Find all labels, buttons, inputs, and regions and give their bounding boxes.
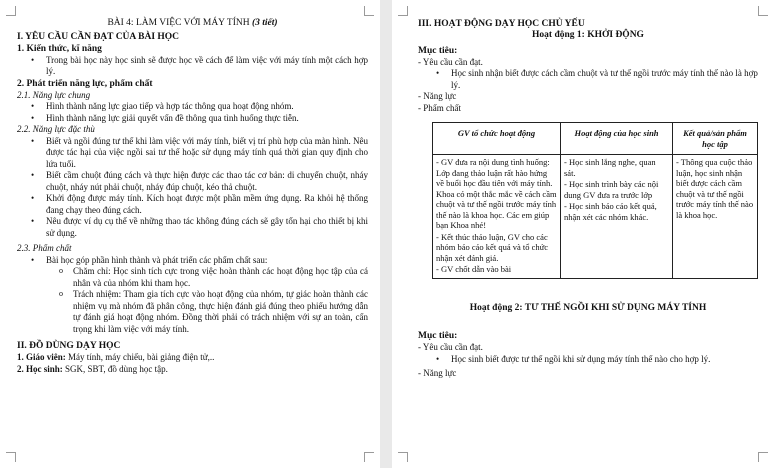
competence-line: - Năng lực (418, 368, 457, 378)
page-corner-mark (758, 6, 768, 16)
bullet-item: • Trong bài học này học sinh sẽ được học về cách để làm việc với máy tính một cách hợp lý. (29, 55, 368, 78)
cell-line: - Thông qua cuộc thảo luận, học sinh nhận biết được cách cầm chuột và tư thế ngồi trước máy tính thế nào là khoa học. (676, 157, 754, 220)
competence-line: - Năng lực (418, 91, 457, 101)
bullet-item: • Khởi động được máy tính. Kích hoạt được một phần mềm ứng dụng. Ra khỏi hệ thống đang chạy theo đúng cách. (29, 193, 368, 216)
bullet-item: • Nêu được ví dụ cụ thể về những thao tác không đúng cách sẽ gây tổn hại cho thiết bị khi sử dụng. (29, 216, 368, 239)
cell-line: - Học sinh báo cáo kết quả, nhận xét các nhóm khác. (564, 201, 657, 222)
teacher-materials (17, 352, 368, 364)
bullet-item: • Hình thành năng lực giao tiếp và hợp tác thông qua hoạt động nhóm. (29, 101, 368, 113)
bullet-item: • Học sinh biết được tư thế ngồi khi sử dụng máy tính thế nào cho hợp lý. (434, 354, 758, 366)
table-cell-teacher (433, 155, 561, 279)
activity-2-title: Hoạt động 2: TƯ THẾ NGỒI KHI SỬ DỤNG MÁY TÍNH (469, 302, 707, 313)
requirement-line: - Yêu cầu cần đạt. (418, 56, 483, 67)
lesson-title-sub: (3 tiết) (251, 18, 278, 28)
page-corner-mark (6, 6, 16, 16)
cell-line: - GV đưa ra nội dung tình huống: Lớp đang thảo luận rất hào hứng về buổi học đầu tiên với máy tính. Khoa có một thắc mắc về cách cầm chuột và tư thế ngồi trước máy tính thế nào là khoa học. Các em giúp bạn Khoa nhé! (436, 157, 557, 230)
bullet-item: • Bài học góp phần hình thành và phát triển các phẩm chất sau: (29, 255, 368, 267)
cell-line: - GV chốt dẫn vào bài (436, 264, 512, 274)
sub-bullet-item: o Chăm chỉ: Học sinh tích cực trong việc hoàn thành các hoạt động học tập của cá nhân và của nhóm khi tham học. (57, 266, 368, 289)
page-corner-mark (398, 452, 408, 462)
document-page-right (392, 0, 774, 468)
student-materials-text: SGK, SBT, đồ dùng học tập. (62, 363, 168, 374)
student-label: 2. Học sinh: (17, 363, 63, 374)
sub-bullet-item: o Trách nhiệm: Tham gia tích cực vào hoạt động của nhóm, tự giác hoàn thành các nhiệm vụ mà nhóm đã phân công, thực hiện đánh giá đúng theo phiếu hướng dẫn tự đánh giá hoạt động nhóm. Đồng thời phải có trách nhiệm với sự an toàn, cẩn trọng khi làm việc với máy tính. (57, 289, 368, 335)
table-header-cell: GV tổ chức hoạt động (433, 123, 561, 155)
cell-line: - Học sinh trình bày các nội dung GV đưa ra trước lớp (564, 179, 659, 200)
subsection-heading: 2.3. Phẩm chất (17, 243, 72, 253)
table-cell-result (673, 155, 758, 279)
subsection-heading: 2.1. Năng lực chung (17, 89, 91, 100)
section-heading: I. YÊU CẦU CẦN ĐẠT CỦA BÀI HỌC (17, 31, 180, 42)
subsection-heading: 2.2. Năng lực đặc thù (17, 124, 95, 134)
bullet-item: • Học sinh nhận biết được cách cầm chuột và tư thế ngồi trước máy tính thế nào là hợp lý. (434, 68, 758, 91)
student-materials (17, 364, 368, 376)
teacher-label: 1. Giáo viên: (17, 352, 66, 362)
page-corner-mark (758, 452, 768, 462)
activity-table (432, 122, 758, 279)
table-header-cell: Kết quả/sản phẩm học tập (673, 123, 758, 155)
page-corner-mark (364, 6, 374, 16)
cell-line: - Kết thúc thảo luận, GV cho các nhóm báo cáo kết quả và tổ chức nhận xét đánh giá. (436, 231, 548, 263)
bullet-item: • Hình thành năng lực giải quyết vấn đề thông qua tình huống thực tiễn. (29, 113, 368, 125)
subsection-heading: 1. Kiến thức, kĩ năng (17, 43, 102, 54)
activity-1-title: Hoạt động 1: KHỞI ĐỘNG (532, 30, 644, 40)
teacher-materials-text: Máy tính, máy chiếu, bài giảng điện tử,.. (65, 352, 215, 362)
section-heading: II. ĐỒ DÙNG DẠY HỌC (17, 341, 121, 351)
cell-line: - Học sinh lắng nghe, quan sát. (564, 157, 656, 178)
table-header-row (433, 123, 758, 155)
page-corner-mark (6, 452, 16, 462)
subsection-heading: 2. Phát triển năng lực, phẩm chất (17, 78, 153, 89)
page-corner-mark (398, 6, 408, 16)
quality-line: - Phẩm chất (418, 102, 461, 113)
table-cell-student (561, 155, 673, 279)
objective-label: Mục tiêu: (418, 45, 458, 56)
page-corner-mark (364, 452, 374, 462)
requirement-line: - Yêu cầu cần đạt. (418, 342, 483, 352)
document-page-left (0, 0, 380, 468)
table-row (433, 155, 758, 279)
section-heading: III. HOẠT ĐỘNG DẠY HỌC CHỦ YẾU (418, 19, 585, 29)
table-header-cell: Hoạt động của học sinh (561, 123, 673, 155)
objective-label: Mục tiêu: (418, 331, 458, 341)
lesson-title-main: BÀI 4: LÀM VIỆC VỚI MÁY TÍNH (107, 18, 250, 28)
bullet-item: • Biết và ngồi đúng tư thế khi làm việc với máy tính, biết vị trí phù hợp của màn hình. Nêu được tác hại của việc ngồi sai tư thế hoặc sử dụng máy tính quá thời gian quy định cho lứa tuổi. (29, 136, 368, 171)
lesson-title (17, 18, 368, 30)
bullet-item: • Biết cầm chuột đúng cách và thực hiện được các thao tác cơ bản: di chuyển chuột, nháy chuột, nháy nút phải chuột, nháy đúp chuột, kéo thả chuột. (29, 170, 368, 193)
